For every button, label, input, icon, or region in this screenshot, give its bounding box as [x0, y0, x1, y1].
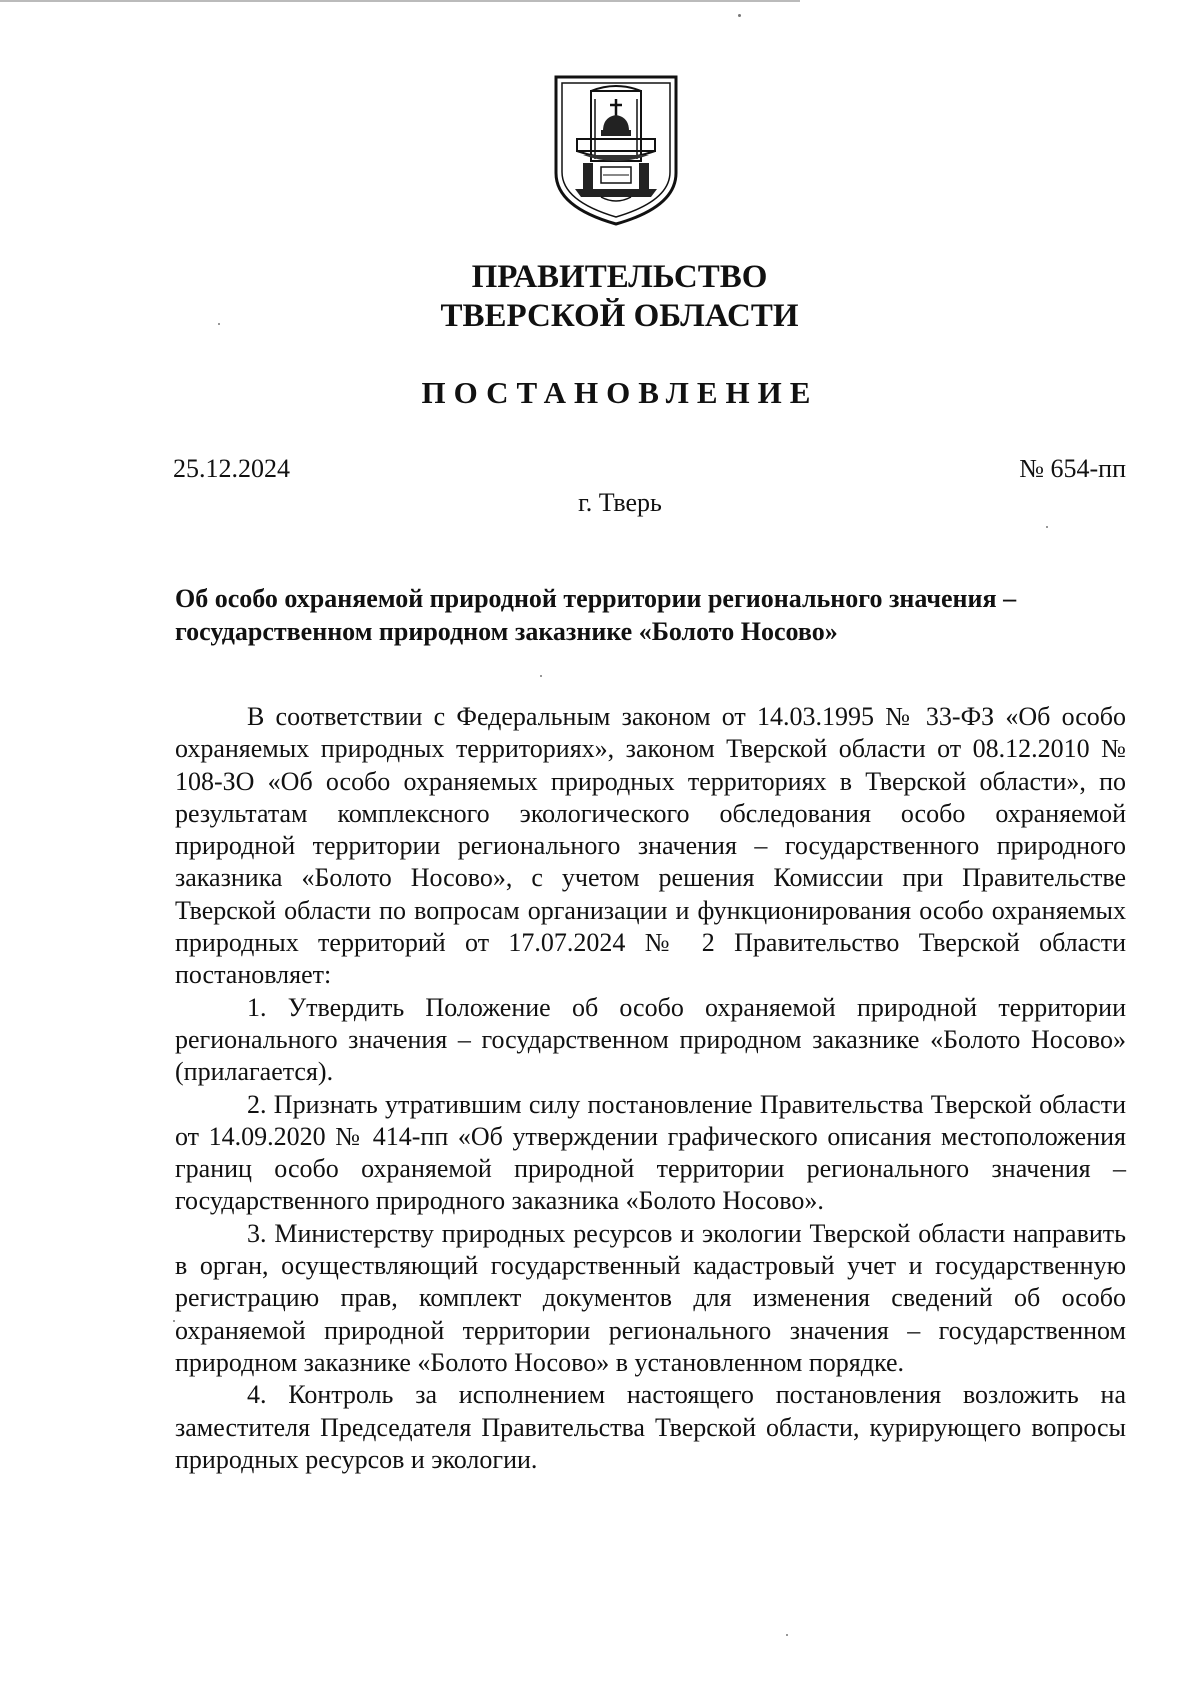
document-city: г. Тверь — [578, 488, 662, 517]
scan-edge-line — [0, 0, 800, 2]
scan-speck — [173, 1320, 175, 1322]
document-number: № 654-пп — [1019, 454, 1126, 483]
clause-paragraph: 1. Утвердить Положение об особо охраняемой природной территории регионального значения – государственном природном заказнике «Болото Носово» (прилагается). — [175, 992, 1126, 1087]
scan-speck — [786, 1634, 788, 1636]
scan-speck — [738, 14, 741, 17]
government-title-line2: ТВЕРСКОЙ ОБЛАСТИ — [440, 298, 799, 334]
clause-paragraph: 2. Признать утратившим силу постановление Правительства Тверской области от 14.09.2020 № 414-пп «Об утверждении графического описания местоположения границ особо охраняемой природной территории регионального значения – государственного природного заказника «Болото Носово». — [175, 1089, 1126, 1216]
document-type-title: ПОСТАНОВЛЕНИЕ — [421, 375, 819, 410]
clause-paragraph: 4. Контроль за исполнением настоящего постановления возложить на заместителя Председателя Правительства Тверской области, курирующего вопросы природных ресурсов и экологии. — [175, 1380, 1126, 1474]
scan-speck — [540, 675, 542, 677]
coat-of-arms-icon — [553, 75, 679, 227]
government-title — [0, 258, 1200, 336]
document-body — [175, 701, 1126, 1476]
government-title-line1: ПРАВИТЕЛЬСТВО — [471, 259, 768, 295]
scan-speck — [1046, 526, 1048, 528]
preamble-paragraph: В соответствии с Федеральным законом от 14.03.1995 № 33-ФЗ «Об особо охраняемых природных территориях», законом Тверской области от 08.12.2010 № 108-ЗО «Об особо охраняемых природных территориях в Тверской области», по результатам комплексного экологического обследования особо охраняемой природной территории регионального значения – государственного природного заказника «Болото Носово», с учетом решения Комиссии при Правительстве Тверской области по вопросам организации и функционирования особо охраняемых природных территорий от 17.07.2024 № 2 Правительство Тверской области постановляет: — [175, 702, 1126, 990]
clause-paragraph: 3. Министерству природных ресурсов и экологии Тверской области направить в орган, осуществляющий государственный кадастровый учет и государственную регистрацию прав, комплект документов для изменения сведений об особо охраняемой природной территории регионального значения – государственном природном заказнике «Болото Носово» в установленном порядке. — [175, 1218, 1126, 1377]
document-date: 25.12.2024 — [173, 454, 290, 483]
document-subject: Об особо охраняемой природной территории регионального значения – государственном природном заказнике «Болото Носово» — [175, 584, 1017, 646]
scan-speck — [218, 323, 220, 325]
